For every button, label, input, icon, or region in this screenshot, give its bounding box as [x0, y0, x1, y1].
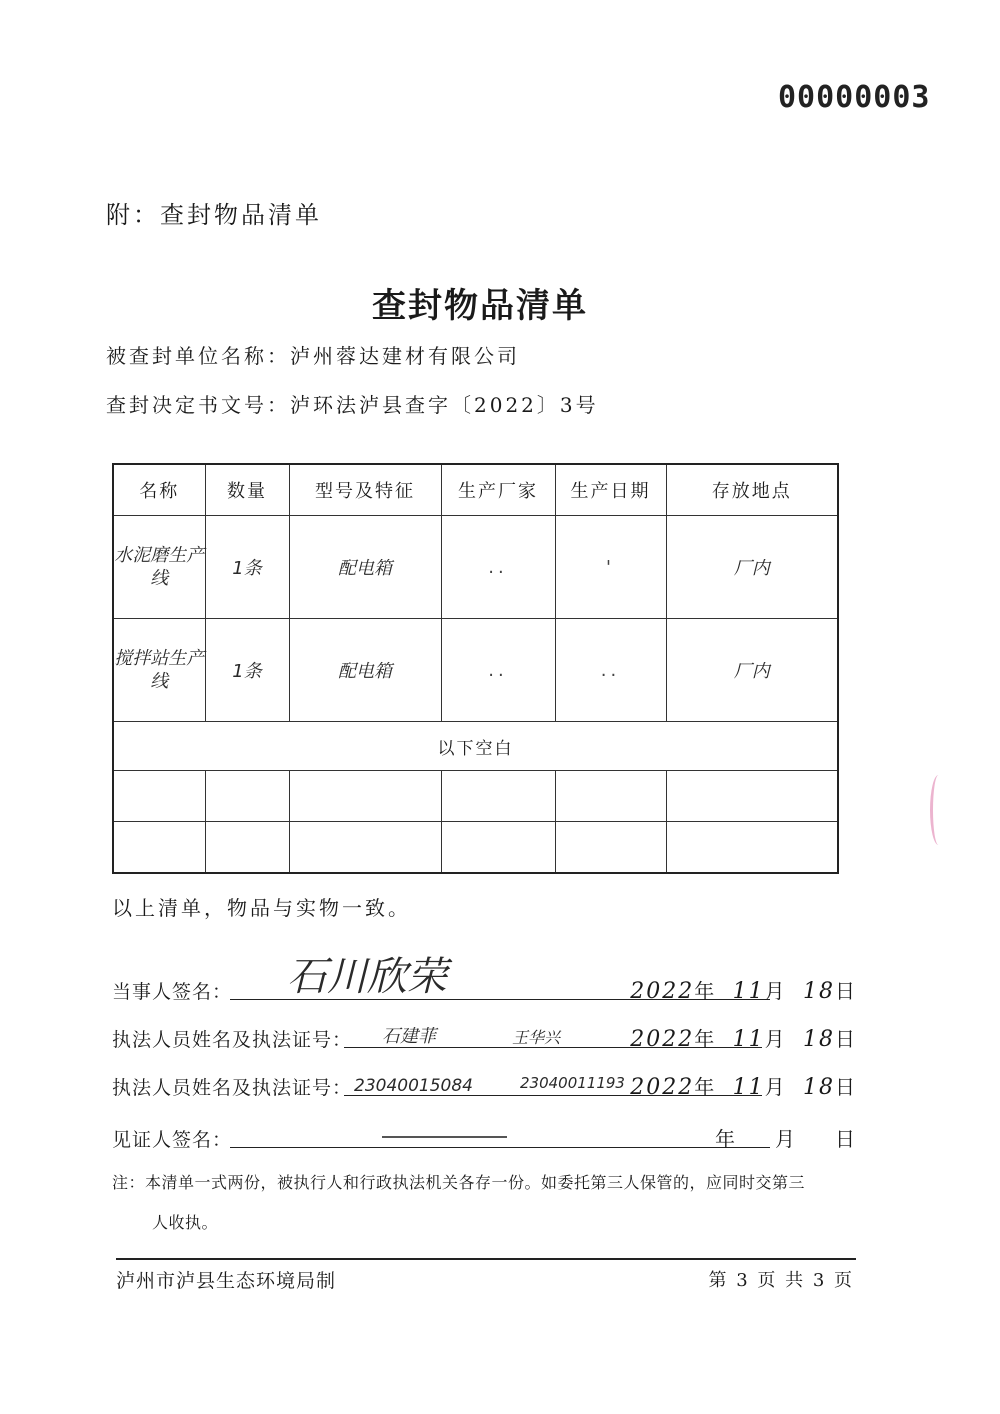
empty-row: [113, 822, 838, 874]
header-manufacturer: 生产厂家: [441, 464, 555, 516]
blank-note-row: [113, 722, 838, 771]
party-signature-row: [112, 954, 857, 1006]
unit-line: [106, 340, 520, 369]
cell-location: 厂内: [666, 619, 838, 722]
header-model: 型号及特征: [289, 464, 441, 516]
empty-cell: [205, 771, 289, 822]
cell-model: 配电箱: [289, 619, 441, 722]
confirmation-text: 以上清单，物品与实物一致。: [112, 896, 411, 920]
table-header-row: [113, 464, 838, 516]
officer2-id-b: 23040011193: [520, 1074, 625, 1092]
cell-date: ..: [555, 619, 666, 722]
empty-row: [113, 771, 838, 822]
empty-cell: [555, 822, 666, 874]
officer1-name-a: 石建菲: [382, 1026, 436, 1047]
blank-note: 以下空白: [113, 722, 838, 771]
cell-name: 水泥磨生产线: [113, 516, 205, 619]
header-name: 名称: [113, 464, 205, 516]
empty-cell: [289, 822, 441, 874]
party-signature-date: 2022年 11月 18日: [630, 979, 857, 1004]
officer2-row: [112, 1062, 857, 1102]
decision-line: [106, 389, 599, 418]
officer1-name-b: 王华兴: [512, 1028, 561, 1047]
witness-row: [112, 1114, 857, 1154]
witness-strike: [382, 1136, 507, 1138]
empty-cell: [666, 822, 838, 874]
empty-cell: [555, 771, 666, 822]
empty-cell: [441, 771, 555, 822]
cell-manufacturer: ..: [441, 516, 555, 619]
table-row: [113, 619, 838, 722]
witness-line: [230, 1147, 770, 1148]
empty-cell: [205, 822, 289, 874]
empty-cell: [441, 822, 555, 874]
officer1-label: 执法人员姓名及执法证号：: [112, 1029, 353, 1051]
unit-name: 泸州蓉达建材有限公司: [290, 344, 520, 368]
footer-divider: [116, 1258, 856, 1260]
footer-issuer: 泸州市泸县生态环境局制: [116, 1270, 337, 1292]
empty-cell: [289, 771, 441, 822]
cell-location: 厂内: [666, 516, 838, 619]
header-quantity: 数量: [205, 464, 289, 516]
cell-quantity: 1条: [205, 619, 289, 722]
officer2-id-a: 23040015084: [354, 1076, 473, 1096]
empty-cell: [113, 771, 205, 822]
decision-label: 查封决定书文号：: [106, 393, 290, 417]
empty-cell: [666, 771, 838, 822]
serial-number: 00000003: [778, 80, 931, 115]
table-row: [113, 516, 838, 619]
cell-manufacturer: ..: [441, 619, 555, 722]
note-line-2: 人收执。: [152, 1213, 219, 1232]
officer2-label: 执法人员姓名及执法证号：: [112, 1077, 353, 1099]
note: [112, 1163, 857, 1243]
decision-number: 泸环法泸县查字〔2022〕3号: [290, 393, 599, 417]
cell-date: ': [555, 516, 666, 619]
cell-quantity: 1条: [205, 516, 289, 619]
party-signature: 石川欣荣: [287, 954, 447, 1000]
witness-date: 年 月 日: [715, 1127, 857, 1151]
cell-name: 搅拌站生产线: [113, 619, 205, 722]
header-location: 存放地点: [666, 464, 838, 516]
note-line-1: 注：本清单一式两份，被执行人和行政执法机关各存一份。如委托第三人保管的，应同时交第三: [112, 1173, 806, 1192]
empty-cell: [113, 822, 205, 874]
page-title: 查封物品清单: [372, 286, 588, 326]
sealed-items-table: [112, 463, 839, 874]
header-date: 生产日期: [555, 464, 666, 516]
officer1-date: 2022年 11月 18日: [630, 1027, 857, 1052]
page-number: 第 3 页 共 3 页: [708, 1270, 854, 1291]
officer1-row: [112, 1014, 857, 1054]
officer2-date: 2022年 11月 18日: [630, 1075, 857, 1100]
attachment-heading: 附：查封物品清单: [106, 201, 322, 229]
unit-label: 被查封单位名称：: [106, 344, 290, 368]
witness-label: 见证人签名：: [112, 1129, 233, 1151]
cell-model: 配电箱: [289, 516, 441, 619]
seal-edge-mark: [930, 775, 947, 845]
party-signature-label: 当事人签名：: [112, 981, 233, 1003]
